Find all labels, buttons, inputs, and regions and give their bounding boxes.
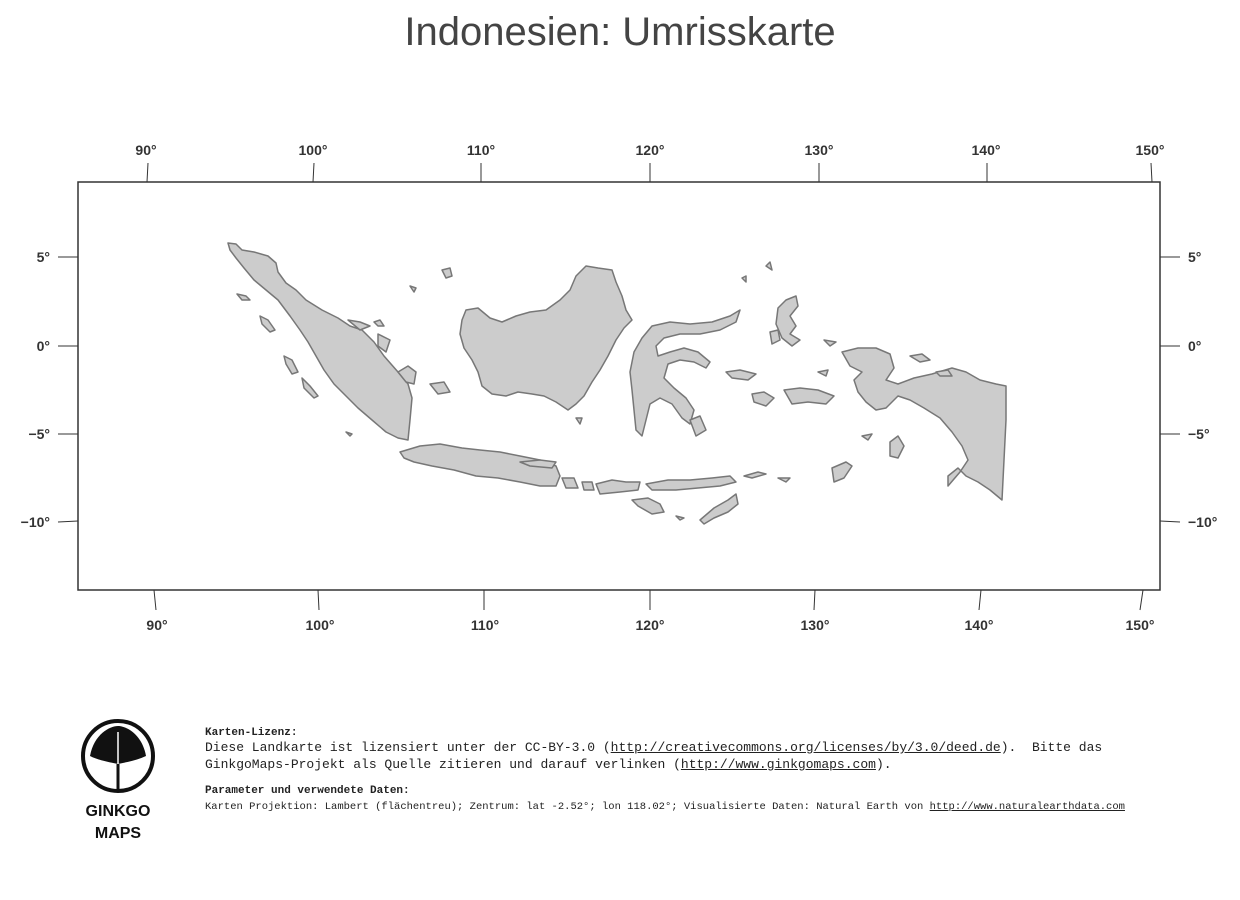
island bbox=[784, 388, 834, 404]
ginkgo-maps-logo bbox=[78, 718, 158, 843]
lat-label: −10° bbox=[20, 514, 50, 530]
island bbox=[646, 476, 736, 490]
lon-label: 120° bbox=[635, 617, 665, 633]
island bbox=[818, 370, 828, 376]
lon-label: 130° bbox=[804, 142, 834, 158]
cc-license-link[interactable]: http://creativecommons.org/licenses/by/3.0/deed.de bbox=[610, 740, 1001, 755]
lon-label: 90° bbox=[146, 617, 168, 633]
island bbox=[700, 494, 738, 524]
island bbox=[582, 482, 594, 490]
island bbox=[237, 294, 250, 300]
lat-labels-right bbox=[1188, 249, 1217, 530]
lat-label: 0° bbox=[1188, 338, 1202, 354]
logo-text-line1: GINKGO bbox=[85, 803, 151, 820]
top-ticks bbox=[147, 163, 1152, 182]
lon-label: 140° bbox=[964, 617, 994, 633]
island bbox=[576, 418, 582, 424]
lon-label: 90° bbox=[135, 142, 157, 158]
license-block bbox=[205, 727, 1125, 813]
island bbox=[690, 416, 706, 436]
island bbox=[430, 382, 450, 394]
island bbox=[890, 436, 904, 458]
lat-label: 5° bbox=[36, 249, 50, 265]
island bbox=[862, 434, 872, 440]
island bbox=[284, 356, 298, 374]
island bbox=[744, 472, 766, 478]
lon-labels-top bbox=[135, 142, 1164, 158]
params-text: Karten Projektion: Lambert (flächentreu); Zentrum: lat -2.52°; lon 118.02°; Visualisierte Daten: Natural Earth von bbox=[205, 801, 930, 813]
license-line-2-prefix: GinkgoMaps-Projekt als Quelle zitieren und darauf verlinken ( bbox=[205, 757, 681, 772]
island bbox=[374, 320, 384, 326]
license-line-1-suffix: ). Bitte das bbox=[1000, 740, 1103, 755]
island bbox=[632, 498, 664, 514]
island bbox=[770, 330, 780, 344]
lat-label: 0° bbox=[36, 338, 50, 354]
island bbox=[260, 316, 275, 332]
island bbox=[726, 370, 756, 380]
ginkgomaps-link[interactable]: http://www.ginkgomaps.com bbox=[680, 757, 876, 772]
island bbox=[832, 462, 852, 482]
logo-text-line2: MAPS bbox=[94, 825, 142, 842]
license-line-2-suffix: ). bbox=[875, 757, 892, 772]
lat-label: −5° bbox=[1188, 426, 1210, 442]
license-heading: Karten-Lizenz: bbox=[205, 727, 298, 739]
land bbox=[228, 243, 1006, 524]
island bbox=[442, 268, 452, 278]
license-line-1-prefix: Diese Landkarte ist lizensiert unter der CC-BY-3.0 ( bbox=[205, 740, 611, 755]
island bbox=[346, 432, 352, 436]
island bbox=[302, 378, 318, 398]
lon-label: 100° bbox=[305, 617, 335, 633]
island bbox=[778, 478, 790, 482]
lat-label: −10° bbox=[1188, 514, 1218, 530]
sulawesi-island bbox=[630, 310, 740, 436]
island bbox=[910, 354, 930, 362]
island bbox=[752, 392, 774, 406]
lat-label: 5° bbox=[1188, 249, 1202, 265]
lon-label: 150° bbox=[1135, 142, 1165, 158]
ginkgo-leaf-icon bbox=[80, 718, 156, 794]
lon-label: 130° bbox=[800, 617, 830, 633]
island bbox=[824, 340, 836, 346]
island bbox=[766, 262, 772, 270]
lat-label: −5° bbox=[28, 426, 50, 442]
bottom-ticks bbox=[154, 590, 1143, 610]
lon-labels-bottom bbox=[146, 617, 1154, 633]
island bbox=[410, 286, 416, 292]
naturalearth-link[interactable]: http://www.naturalearthdata.com bbox=[929, 801, 1125, 813]
params-heading: Parameter und verwendete Daten: bbox=[205, 785, 410, 797]
license-line-2 bbox=[205, 756, 1125, 773]
lon-label: 110° bbox=[470, 617, 500, 633]
lon-label: 140° bbox=[971, 142, 1001, 158]
lon-label: 100° bbox=[298, 142, 328, 158]
lat-labels-left bbox=[21, 249, 50, 530]
island bbox=[742, 276, 746, 282]
map-title: Indonesien: Umrisskarte bbox=[404, 10, 836, 54]
island bbox=[596, 480, 640, 494]
papua-island bbox=[842, 348, 1006, 500]
lon-label: 110° bbox=[466, 142, 496, 158]
params-line bbox=[205, 801, 1125, 813]
island bbox=[562, 478, 578, 488]
lon-label: 120° bbox=[635, 142, 665, 158]
lon-label: 150° bbox=[1125, 617, 1155, 633]
borneo-island bbox=[460, 266, 632, 410]
license-line-1 bbox=[205, 739, 1125, 756]
island bbox=[676, 516, 684, 520]
